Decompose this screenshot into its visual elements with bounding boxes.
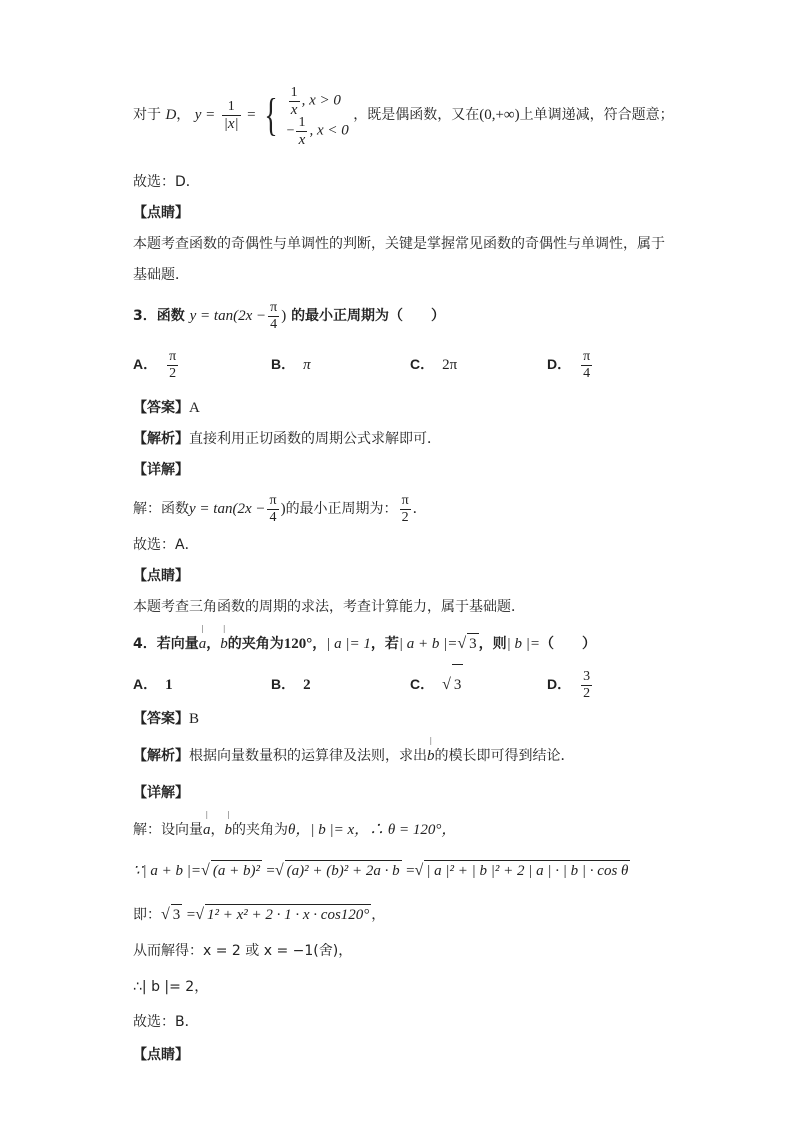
radicand: 1² + x² + 2 · 1 · x · cos120° — [205, 904, 371, 925]
fraction — [222, 99, 241, 132]
math: D — [165, 107, 177, 123]
math: ，| b |= x，∴ θ = 120°， — [295, 822, 457, 838]
denominator: x — [298, 132, 306, 148]
comment-heading: 【点睛】 — [133, 205, 189, 221]
math: = — [186, 907, 196, 923]
text: ，若 — [370, 636, 399, 652]
radicand: (a + b)² — [211, 860, 262, 881]
option-label: A． — [133, 676, 158, 692]
answer-line — [133, 709, 199, 729]
option-a[interactable] — [133, 344, 180, 384]
option-value: 2 — [303, 677, 311, 693]
comment-text: 本题考查三角函数的周期的求法，考查计算能力，属于基础题． — [133, 599, 525, 615]
answer-heading: 【答案】 — [133, 711, 189, 727]
math: y = — [194, 107, 216, 123]
detail-line-5: ∴| b |= 2， — [133, 979, 209, 995]
piecewise-cases — [286, 85, 349, 148]
detail-line-3: 即：√ 3 =√ 1² + x² + 2 · 1 · x · cos120° ， — [133, 906, 386, 923]
numerator: π — [169, 348, 177, 364]
denominator: 2 — [583, 685, 591, 701]
denominator: 4 — [270, 316, 278, 332]
text: 的最小正周期为（ ） — [291, 308, 446, 324]
analysis-heading: 【解析】 — [133, 431, 189, 447]
math: y = tan(2x − — [189, 501, 266, 517]
option-label: D． — [547, 676, 572, 692]
math: = — [247, 107, 256, 123]
interval: (0,+∞) — [479, 107, 520, 123]
detail-line-2: ∵| a + b |=√ (a + b)² =√ (a)² + (b)² + 2a · b =√ | a |² + | b |² + 2 | a | · | b | · cos θ — [133, 862, 629, 879]
option-value: 1 — [165, 677, 173, 693]
text: 函数 — [156, 308, 185, 324]
numerator: 3 — [583, 668, 591, 684]
analysis-heading: 【解析】 — [133, 748, 189, 764]
text: 若向量 — [156, 636, 199, 652]
option-c[interactable]: C． √ 3 — [410, 664, 463, 704]
option-label: C． — [410, 676, 435, 692]
comment-heading: 【点睛】 — [133, 568, 189, 584]
denominator: 4 — [583, 365, 591, 381]
denominator: 2 — [401, 509, 409, 525]
vector-b: | b — [427, 746, 435, 766]
math: | b |= — [506, 636, 541, 652]
radicand: | a |² + | b |² + 2 | a | · | b | · cos θ — [424, 860, 630, 881]
option-b[interactable] — [271, 664, 311, 704]
text: 即： — [133, 907, 161, 923]
detail-heading: 【详解】 — [133, 462, 189, 478]
case-row — [286, 115, 349, 148]
vector-b: | b — [220, 634, 228, 654]
option-value: 3 — [452, 664, 464, 705]
choose-line: 故选：B． — [133, 1014, 199, 1030]
math: ) — [281, 308, 287, 324]
vector-a: | a — [199, 634, 207, 654]
question-number: 4． — [133, 636, 157, 652]
numerator: π — [269, 492, 277, 508]
text: ， — [176, 107, 191, 123]
answer-value: B — [189, 711, 200, 727]
answer-value: A — [189, 400, 200, 416]
math: | a + b |= — [398, 636, 458, 652]
option-label: B． — [271, 356, 296, 372]
option-a[interactable] — [133, 664, 173, 704]
text: 根据向量数量积的运算律及法则，求出 — [189, 748, 427, 764]
minus: − — [286, 123, 295, 139]
radicand: 3 — [171, 904, 183, 925]
vector-a: | a — [203, 820, 211, 840]
math: | a |= 1 — [326, 636, 371, 652]
text: 上单调递减，符合题意； — [519, 107, 674, 123]
numerator: 1 — [298, 115, 306, 130]
text: 解：函数 — [133, 501, 189, 517]
text: ， — [210, 822, 225, 838]
text: ． — [412, 501, 427, 517]
math: ) — [280, 501, 286, 517]
denominator: 4 — [269, 509, 277, 525]
question-number: 3． — [133, 308, 157, 324]
analysis-text: 直接利用正切函数的周期公式求解即可． — [189, 431, 441, 447]
condition: , x < 0 — [309, 122, 349, 139]
numerator: π — [583, 348, 591, 364]
denominator: x — [290, 102, 298, 118]
math: θ — [288, 822, 296, 838]
text: 的模长即可得到结论． — [434, 748, 575, 764]
detail-heading: 【详解】 — [133, 785, 189, 801]
answer-heading: 【答案】 — [133, 400, 189, 416]
vector-b: | b — [225, 820, 233, 840]
question-3-stem — [133, 296, 445, 336]
comment-text: 本题考查函数的奇偶性与单调性的判断，关键是掌握常见函数的奇偶性与单调性，属于 — [133, 236, 665, 252]
d-case-line — [133, 76, 674, 154]
analysis-line — [133, 429, 441, 449]
numerator: π — [401, 492, 409, 508]
option-d[interactable] — [547, 664, 594, 704]
option-label: A． — [133, 356, 158, 372]
text: ，则 — [478, 636, 507, 652]
comment-text: 基础题． — [133, 267, 189, 283]
text: 的夹角为 — [227, 636, 284, 652]
numerator: π — [270, 299, 278, 315]
choose-line: 故选：A． — [133, 537, 199, 553]
detail-line — [133, 489, 427, 529]
condition: , x > 0 — [301, 92, 341, 109]
option-c[interactable] — [410, 344, 457, 384]
text: 的最小正周期为： — [285, 501, 398, 517]
text: 的夹角为 — [232, 822, 288, 838]
text: ， — [312, 636, 327, 652]
text: ，既是偶函数，又在 — [353, 107, 480, 123]
math: = — [406, 863, 415, 879]
denominator: 2 — [169, 365, 177, 381]
left-brace: { — [264, 89, 278, 140]
angle: 120° — [283, 636, 313, 652]
text: 解：设向量 — [133, 822, 203, 838]
option-label: D． — [547, 356, 572, 372]
option-d[interactable] — [547, 344, 594, 384]
answer-line — [133, 398, 200, 418]
detail-line-4: 从而解得：x = 2 或 x = −1(舍)， — [133, 943, 353, 959]
math: ∵| a + b |= — [133, 863, 202, 879]
text: ， — [371, 907, 386, 923]
text: 对于 — [133, 107, 161, 123]
analysis-line — [133, 746, 575, 766]
option-label: B． — [271, 676, 296, 692]
radicand: (a)² + (b)² + 2a · b — [285, 860, 402, 881]
text: （ ） — [540, 636, 597, 652]
detail-line-1 — [133, 820, 456, 840]
question-4-stem: 4．若向量| a，| b的夹角为120°，| a |= 1，若| a + b |=√ 3 ，则| b |=（ ） — [133, 633, 596, 654]
comment-heading: 【点睛】 — [133, 1047, 189, 1063]
radicand: 3 — [467, 633, 479, 654]
choose-line: 故选：D． — [133, 174, 200, 190]
math: y = tan(2x − — [189, 308, 267, 324]
case-row — [287, 85, 349, 118]
option-label: C． — [410, 356, 435, 372]
text: ， — [206, 636, 221, 652]
numerator: 1 — [290, 85, 298, 100]
option-value: 2π — [442, 357, 458, 373]
denominator: |x| — [223, 115, 239, 132]
math: = — [266, 863, 275, 879]
option-value: π — [303, 357, 311, 373]
numerator: 1 — [222, 99, 241, 116]
option-b[interactable] — [271, 344, 311, 384]
